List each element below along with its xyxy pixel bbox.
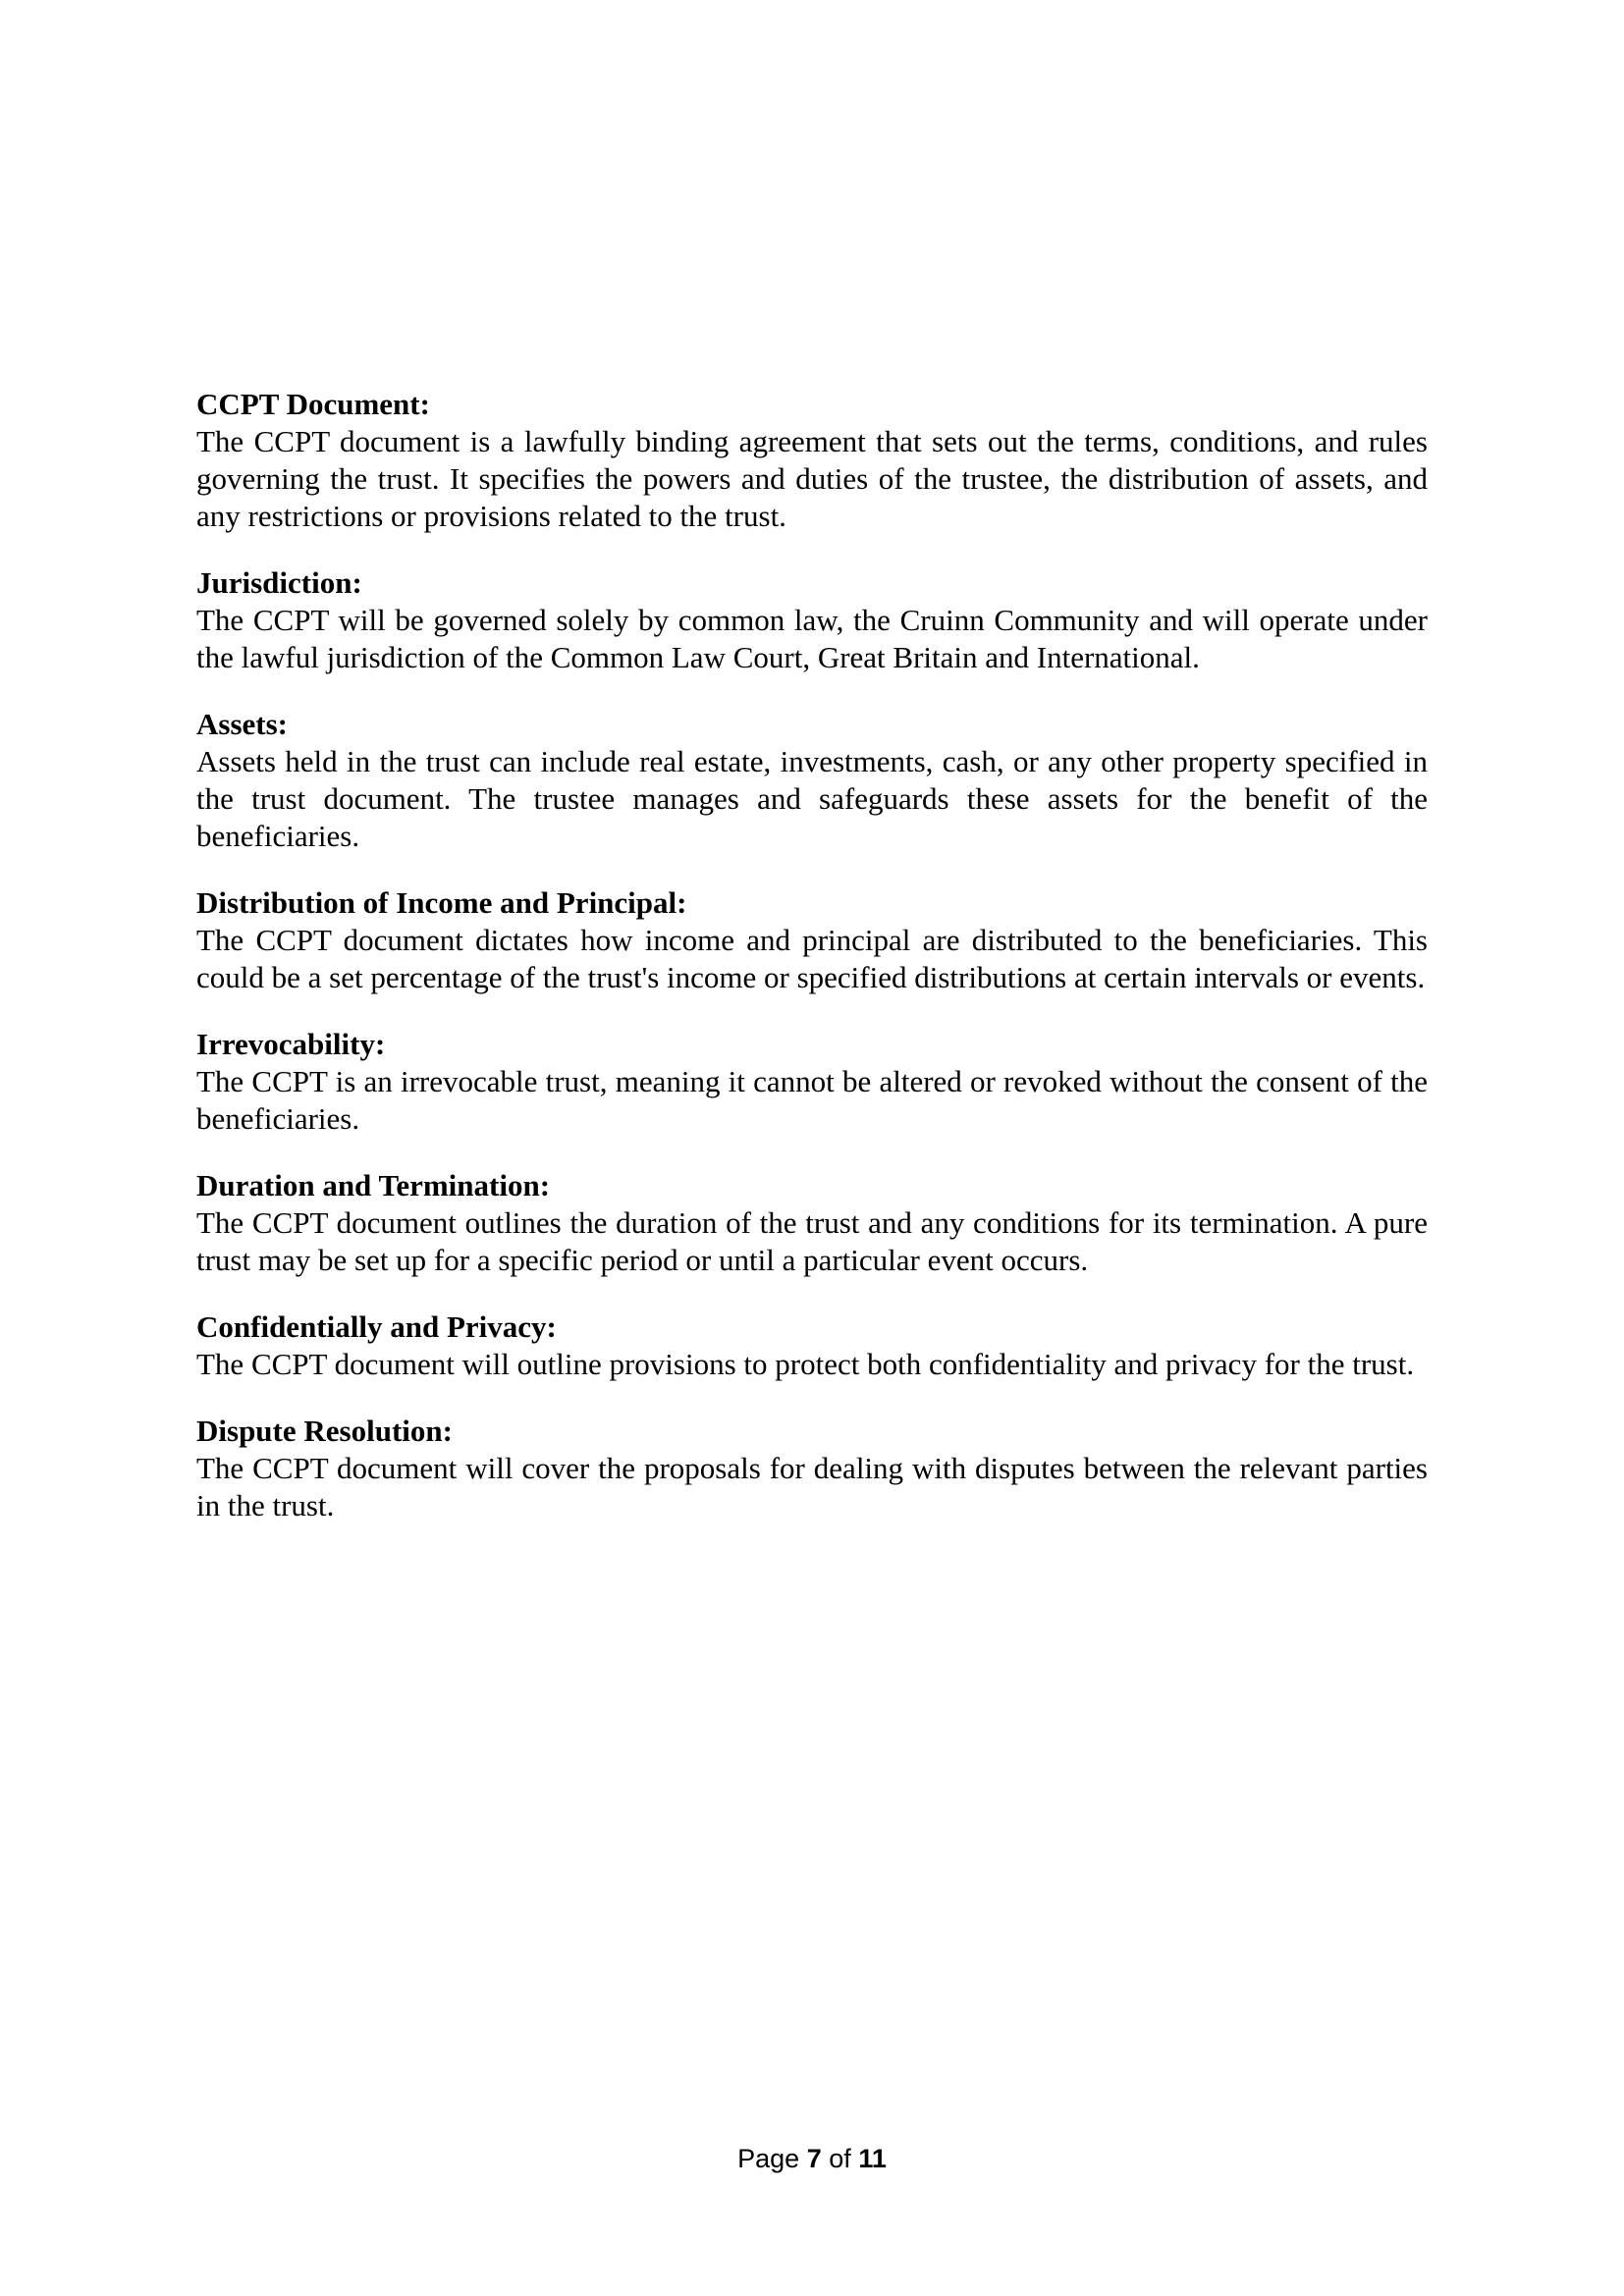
section-paragraph: The CCPT is an irrevocable trust, meaning it cannot be altered or revoked without the consent of the beneficiaries. (196, 1064, 1428, 1136)
document-section (196, 1308, 1428, 1383)
section-paragraph: The CCPT document will cover the proposals for dealing with disputes between the relevant parties in the trust. (196, 1451, 1428, 1522)
document-section (196, 706, 1428, 855)
footer-page-number: 7 (806, 2144, 822, 2173)
section-heading: Duration and Termination: (196, 1168, 551, 1202)
document-section (196, 884, 1428, 996)
document-section (196, 564, 1428, 676)
section-heading: Confidentially and Privacy: (196, 1309, 557, 1344)
section-paragraph: The CCPT document is a lawfully binding agreement that sets out the terms, conditions, and rules governing the trust. It specifies the powers and duties of the trustee, the distribution of assets, and any restrictions or provisions related to the trust. (196, 424, 1428, 533)
section-heading: Distribution of Income and Principal: (196, 885, 687, 920)
document-section (196, 1026, 1428, 1138)
section-heading: Irrevocability: (196, 1027, 386, 1061)
section-paragraph: Assets held in the trust can include real estate, investments, cash, or any other property specified in the trust document. The trustee manages and safeguards these assets for the benefit of the beneficiaries. (196, 744, 1428, 853)
section-paragraph: The CCPT document dictates how income and principal are distributed to the beneficiaries. This could be a set percentage of the trust's income or specified distributions at certain intervals or events. (196, 923, 1428, 994)
page-footer (0, 2143, 1624, 2174)
footer-page-total: 11 (858, 2144, 887, 2173)
document-section (196, 386, 1428, 535)
section-paragraph: The CCPT will be governed solely by common law, the Cruinn Community and will operate under the lawful jurisdiction of the Common Law Court, Great Britain and International. (196, 603, 1428, 674)
section-paragraph: The CCPT document outlines the duration of the trust and any conditions for its termination. A pure trust may be set up for a specific period or until a particular event occurs. (196, 1205, 1428, 1277)
document-body (196, 386, 1428, 1524)
section-heading: Assets: (196, 707, 288, 741)
section-paragraph: The CCPT document will outline provisions to protect both confidentiality and privacy for the trust. (196, 1347, 1415, 1381)
section-heading: Jurisdiction: (196, 565, 362, 600)
document-section (196, 1167, 1428, 1279)
footer-page-label: Page (737, 2144, 800, 2173)
section-heading: CCPT Document: (196, 387, 430, 421)
footer-of-label: of (829, 2144, 851, 2173)
document-section (196, 1413, 1428, 1524)
section-heading: Dispute Resolution: (196, 1414, 453, 1448)
